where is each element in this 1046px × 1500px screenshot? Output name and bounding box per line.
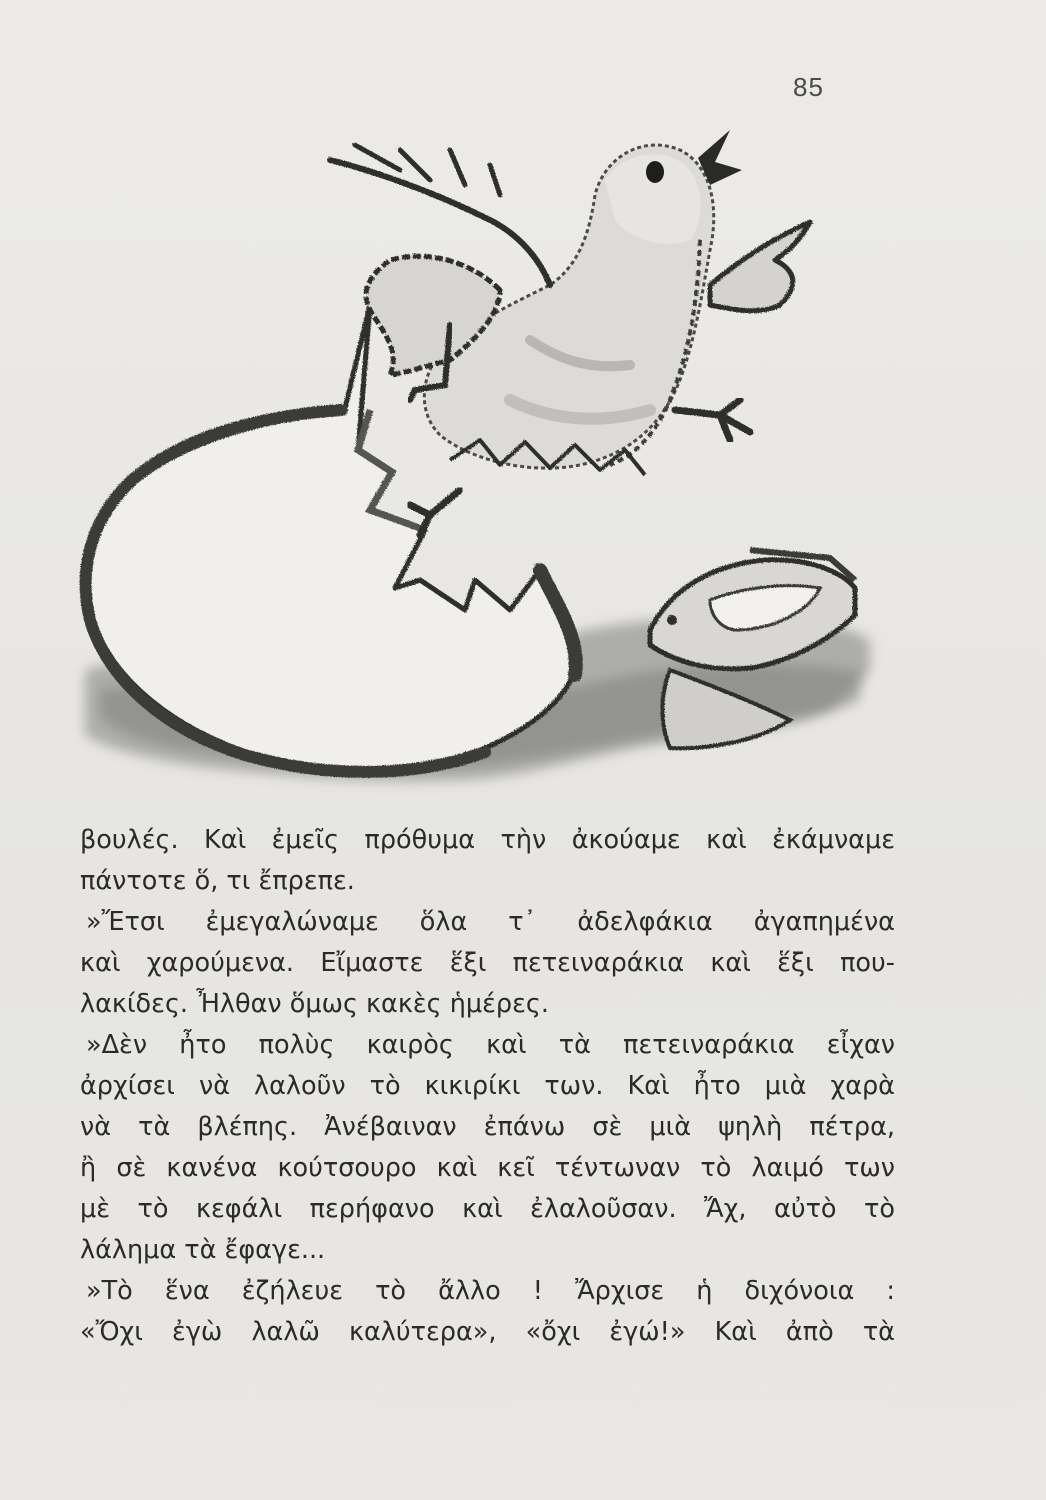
text-line: ἢ σὲ κανένα κούτσουρο καὶ κεῖ τέντωναν τὸ λαιμό των <box>80 1153 895 1183</box>
text-line: »Δὲν ἦτο πολὺς καιρὸς καὶ τὰ πετειναράκια εἶχαν <box>86 1030 895 1060</box>
text-line: βουλές. Καὶ ἐμεῖς πρόθυμα τὴν ἀκούαμε καὶ ἐκάμναμε <box>80 825 895 855</box>
text-line: καὶ χαρούμενα. Εἴμαστε ἕξι πετειναράκια καὶ ἕξι που- <box>80 948 895 978</box>
text-line: »Τὸ ἕνα ἐζήλευε τὸ ἄλλο ! Ἄρχισε ἡ διχόνοια : <box>86 1276 895 1306</box>
chick-eye <box>646 161 664 183</box>
text-line: μὲ τὸ κεφάλι περήφανο καὶ ἐλαλοῦσαν. Ἄχ, αὐτὸ τὸ <box>80 1194 895 1224</box>
chick <box>330 130 810 535</box>
text-line: λακίδες. Ἦλθαν ὅμως κακὲς ἡμέρες. <box>80 989 549 1019</box>
text-line: λάλημα τὰ ἔφαγε... <box>80 1235 326 1265</box>
chick-right-wing <box>710 222 810 311</box>
page-number: 85 <box>793 72 824 102</box>
body-text <box>80 820 895 1353</box>
text-line: ἀρχίσει νὰ λαλοῦν τὸ κικιρίκι των. Καὶ ἦτο μιὰ χαρὰ <box>80 1071 895 1101</box>
chick-hatching-illustration <box>70 110 890 800</box>
text-line: »Ἔτσι ἐμεγαλώναμε ὅλα τ᾿ ἀδελφάκια ἀγαπημένα <box>86 907 895 937</box>
text-line: νὰ τὰ βλέπης. Ἀνέβαιναν ἐπάνω σὲ μιὰ ψηλὴ πέτρα, <box>80 1112 895 1142</box>
text-line: πάντοτε ὅ, τι ἔπρεπε. <box>80 866 355 896</box>
text-line: «Ὄχι ἐγὼ λαλῶ καλύτερα», «ὄχι ἐγώ!» Καὶ ἀπὸ τὰ <box>80 1317 895 1347</box>
